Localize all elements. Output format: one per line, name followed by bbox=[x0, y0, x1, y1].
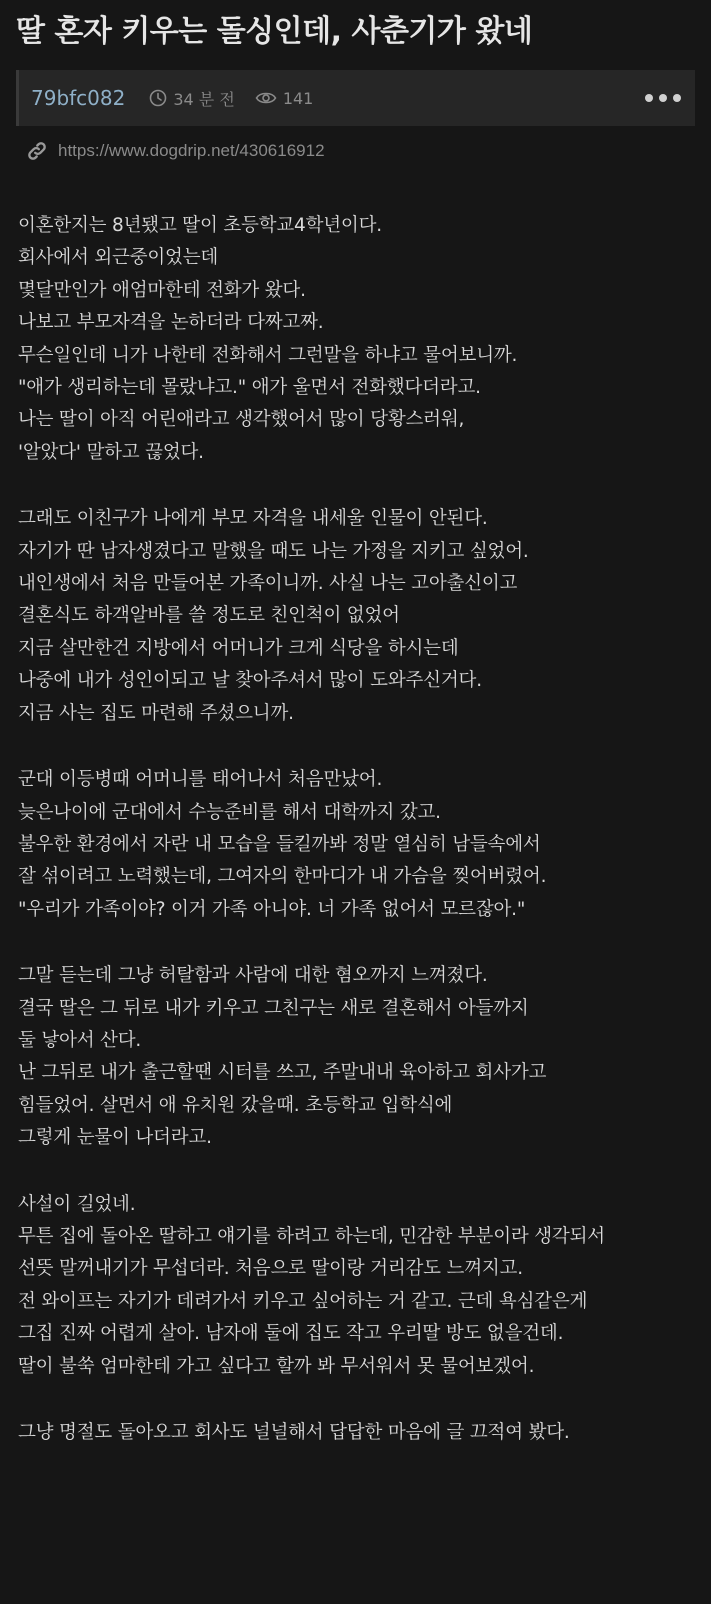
body-line: 지금 살만한건 지방에서 어머니가 크게 식당을 하시는데 bbox=[18, 637, 459, 659]
body-line: 늦은나이에 군대에서 수능준비를 해서 대학까지 갔고. bbox=[18, 801, 441, 823]
body-line: 힘들었어. 살면서 애 유치원 갔을때. 초등학교 입학식에 bbox=[18, 1094, 453, 1116]
post-views-count: 141 bbox=[282, 88, 314, 108]
body-paragraph bbox=[18, 1189, 703, 1383]
more-options-button[interactable] bbox=[645, 88, 681, 108]
body-line: 난 그뒤로 내가 출근할땐 시터를 쓰고, 주말내내 육아하고 회사가고 bbox=[18, 1062, 547, 1084]
body-line: 몇달만인가 애엄마한테 전화가 왔다. bbox=[18, 279, 306, 301]
body-line: 무슨일인데 니가 나한테 전화해서 그런말을 하냐고 물어보니까. bbox=[18, 344, 518, 366]
post-url-link[interactable]: https://www.dogdrip.net/430616912 bbox=[58, 141, 325, 160]
body-line: 불우한 환경에서 자란 내 모습을 들킬까봐 정말 열심히 남들속에서 bbox=[18, 833, 541, 855]
body-line: 그집 진짜 어렵게 살아. 남자애 둘에 집도 작고 우리딸 방도 없을건데. bbox=[18, 1323, 564, 1345]
body-line: 결국 딸은 그 뒤로 내가 키우고 그친구는 새로 결혼해서 아들까지 bbox=[18, 997, 529, 1019]
body-line: 전 와이프는 자기가 데려가서 키우고 싶어하는 거 같고. 근데 욕심같은게 bbox=[18, 1290, 588, 1312]
body-line: 나보고 부모자격을 논하더라 다짜고짜. bbox=[18, 312, 324, 334]
post-time bbox=[149, 87, 234, 110]
author-name[interactable]: 79bfc082 bbox=[31, 86, 126, 110]
body-line: 이혼한지는 8년됐고 딸이 초등학교4학년이다. bbox=[18, 215, 382, 236]
body-line: 나중에 내가 성인이되고 날 찾아주셔서 많이 도와주신거다. bbox=[18, 670, 482, 692]
body-line: 지금 사는 집도 마련해 주셨으니까. bbox=[18, 702, 294, 724]
post-views bbox=[255, 89, 314, 108]
post-body bbox=[18, 210, 703, 1483]
body-line: 나는 딸이 아직 어린애라고 생각했어서 많이 당황스러워, bbox=[18, 409, 465, 431]
body-paragraph bbox=[18, 1417, 703, 1449]
body-paragraph bbox=[18, 960, 703, 1154]
body-line: 무튼 집에 돌아온 딸하고 얘기를 하려고 하는데, 민감한 부분이라 생각되서 bbox=[18, 1225, 605, 1247]
body-line: 내인생에서 처음 만들어본 가족이니까. 사실 나는 고아출신이고 bbox=[18, 573, 518, 595]
body-paragraph bbox=[18, 503, 703, 730]
more-dots-icon bbox=[645, 94, 653, 102]
body-line: 그래도 이친구가 나에게 부모 자격을 내세울 인물이 안된다. bbox=[18, 508, 488, 530]
body-line: 딸이 불쑥 엄마한테 가고 싶다고 할까 봐 무서워서 못 물어보겠어. bbox=[18, 1355, 535, 1377]
body-line: 선뜻 말꺼내기가 무섭더라. 처음으로 딸이랑 거리감도 느껴지고. bbox=[18, 1258, 523, 1280]
body-paragraph bbox=[18, 210, 703, 469]
body-line: 결혼식도 하객알바를 쓸 정도로 친인척이 없었어 bbox=[18, 605, 400, 627]
link-icon bbox=[26, 140, 48, 162]
body-line: 사설이 길었네. bbox=[18, 1193, 136, 1215]
post-time-text: 34 분 전 bbox=[173, 89, 235, 109]
body-line: 자기가 딴 남자생겼다고 말했을 때도 나는 가정을 지키고 싶었어. bbox=[18, 540, 529, 562]
body-line: "우리가 가족이야? 이거 가족 아니야. 너 가족 없어서 모르잖아." bbox=[18, 898, 526, 920]
body-line: 그냥 명절도 돌아오고 회사도 널널해서 답답한 마음에 글 끄적여 봤다. bbox=[18, 1422, 570, 1443]
eye-icon bbox=[255, 90, 277, 106]
body-line: 회사에서 외근중이었는데 bbox=[18, 247, 219, 269]
body-line: '알았다' 말하고 끊었다. bbox=[18, 441, 204, 463]
post-link-row bbox=[26, 140, 325, 162]
body-line: "애가 생리하는데 몰랐냐고." 애가 울면서 전화했다더라고. bbox=[18, 377, 481, 399]
body-line: 그렇게 눈물이 나더라고. bbox=[18, 1127, 212, 1149]
clock-icon bbox=[149, 89, 167, 107]
body-line: 그말 듣는데 그냥 허탈함과 사람에 대한 혐오까지 느껴졌다. bbox=[18, 965, 488, 987]
body-line: 잘 섞이려고 노력했는데, 그여자의 한마디가 내 가슴을 찢어버렸어. bbox=[18, 866, 547, 888]
post-title: 딸 혼자 키우는 돌싱인데, 사춘기가 왔네 bbox=[16, 14, 533, 49]
body-line: 군대 이등병때 어머니를 태어나서 처음만났어. bbox=[18, 769, 383, 791]
post-meta-bar bbox=[16, 70, 695, 126]
body-paragraph bbox=[18, 764, 703, 926]
body-line: 둘 낳아서 산다. bbox=[18, 1029, 142, 1051]
